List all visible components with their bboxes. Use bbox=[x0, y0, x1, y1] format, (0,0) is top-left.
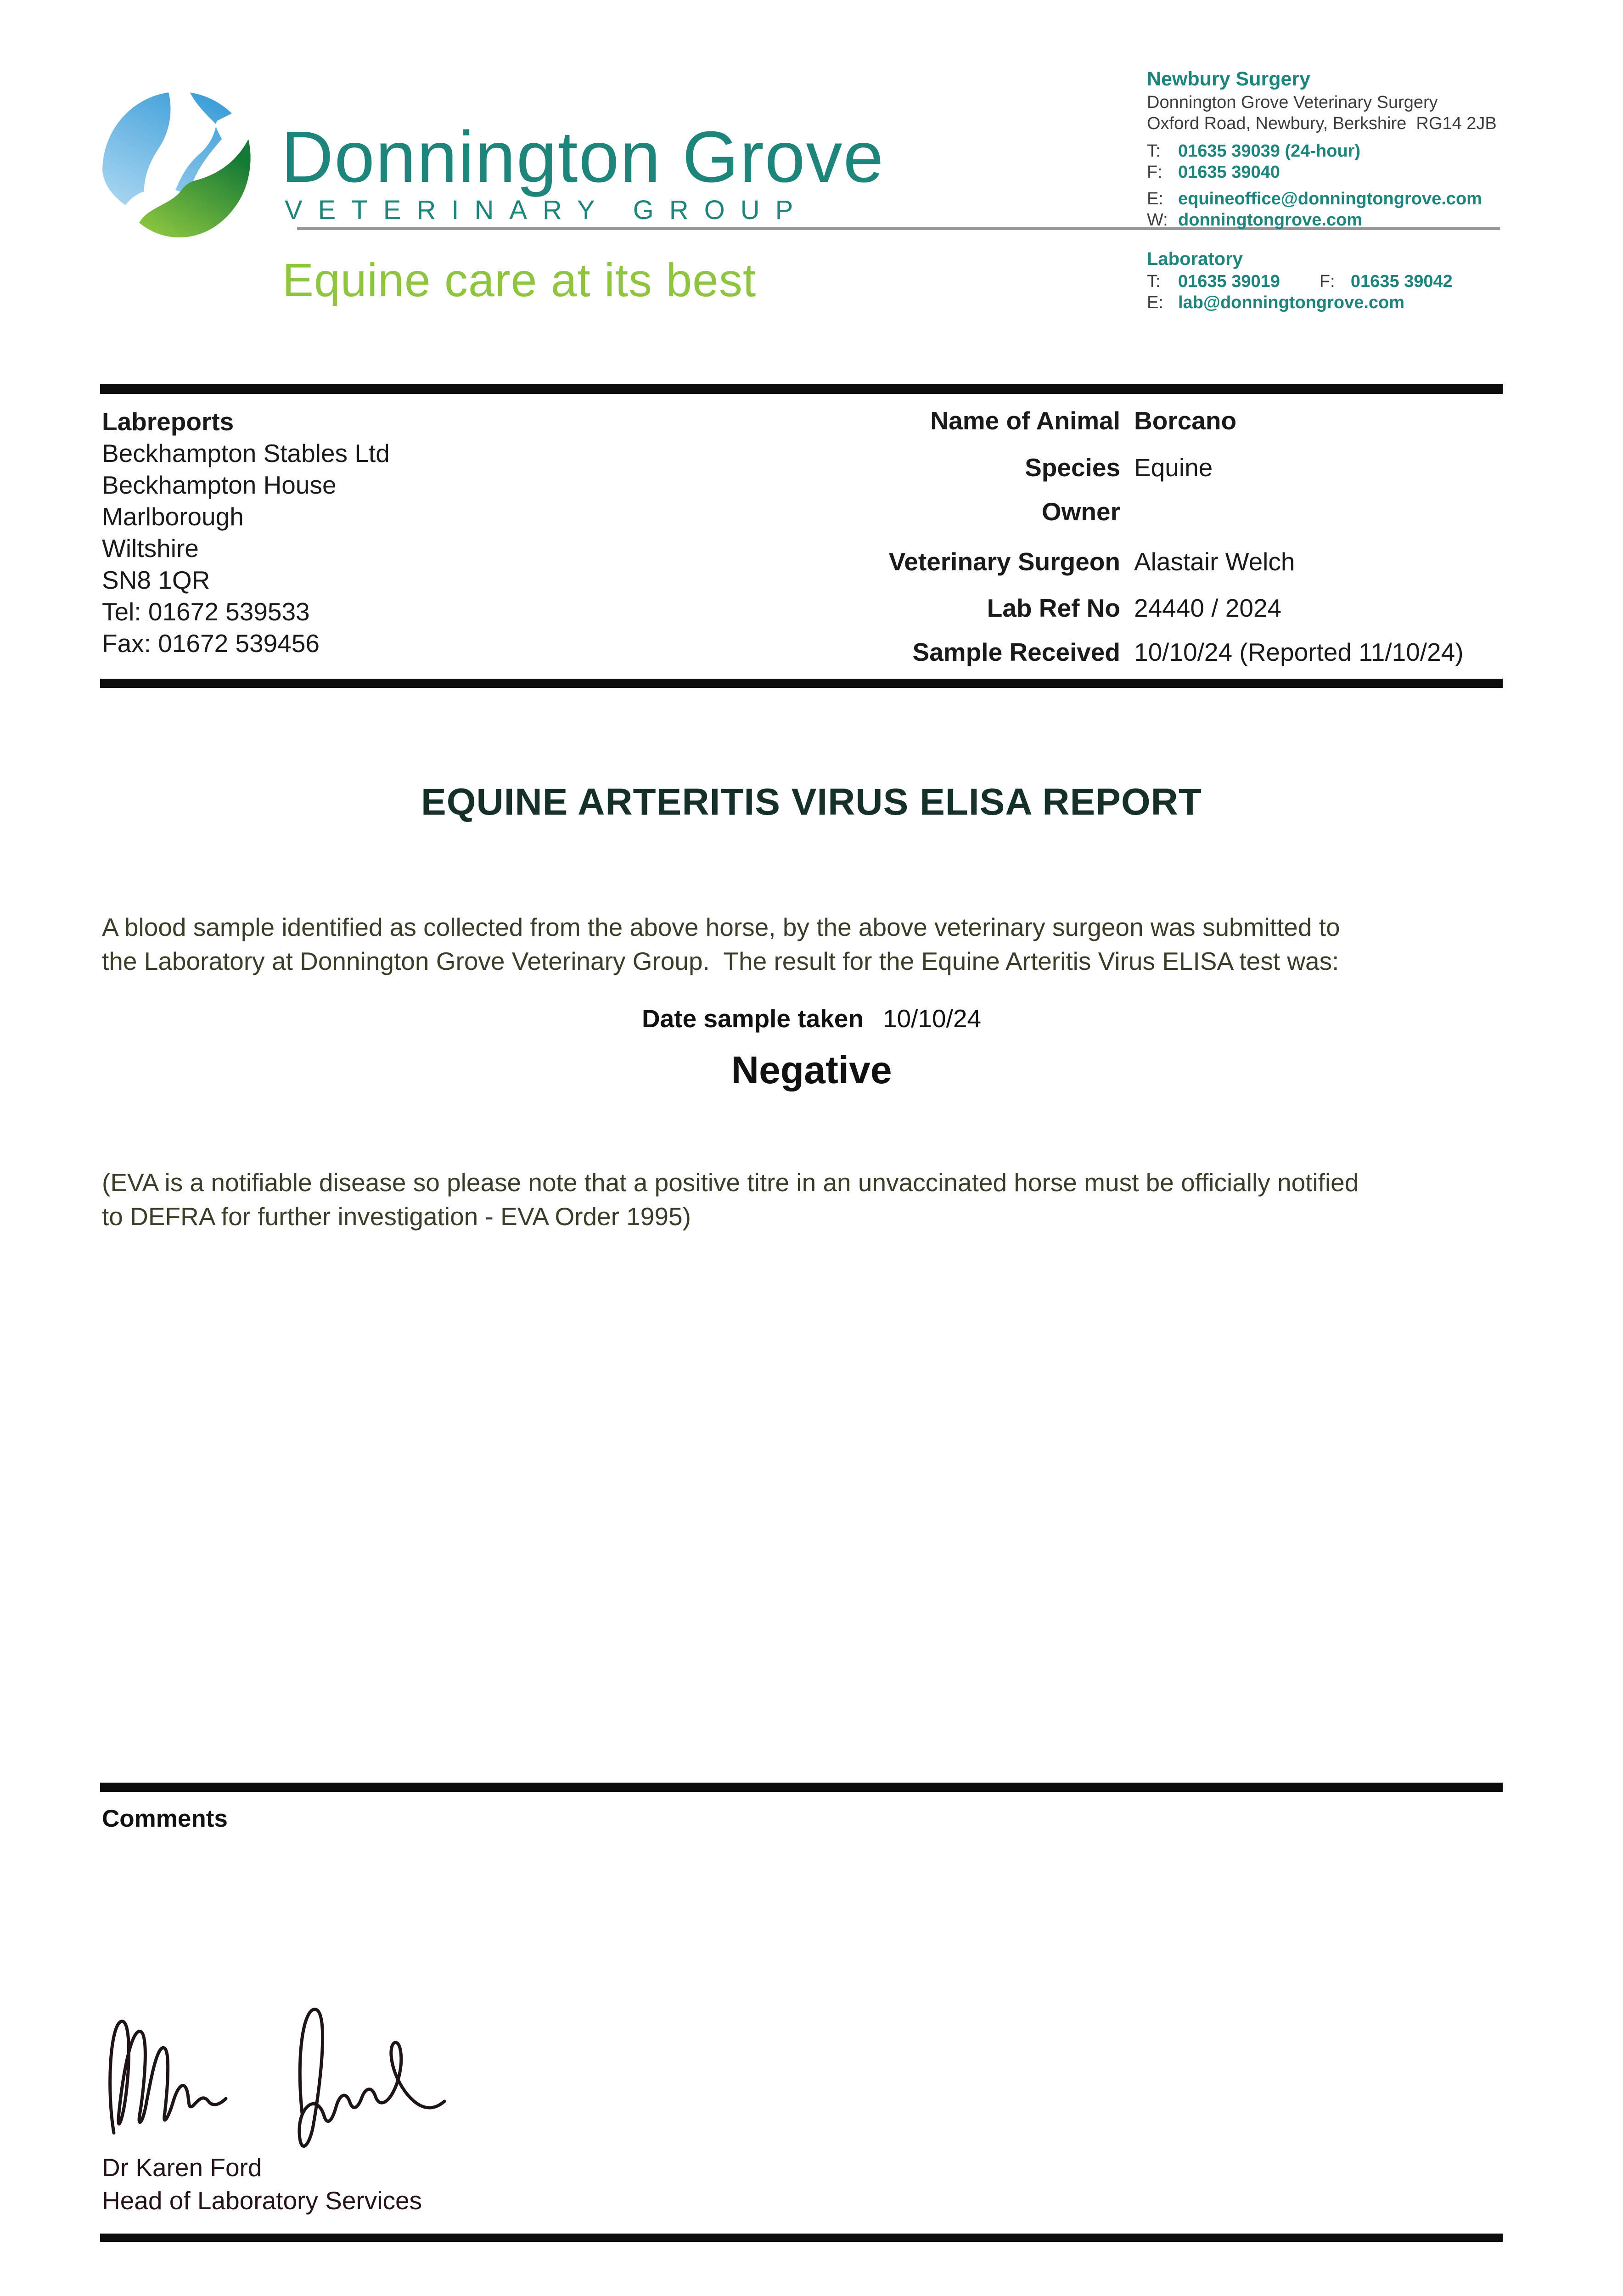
date-sample-value: 10/10/24 bbox=[882, 1004, 982, 1033]
clinic-subtitle: VETERINARY GROUP bbox=[285, 195, 809, 225]
lab-phone: 01635 39019 bbox=[1178, 272, 1280, 291]
detail-label: Name of Animal bbox=[930, 406, 1120, 435]
detail-value-species: Equine bbox=[1134, 453, 1213, 482]
detail-label: Lab Ref No bbox=[987, 594, 1120, 622]
clinic-tagline: Equine care at its best bbox=[282, 254, 757, 306]
detail-value-animal-name: Borcano bbox=[1134, 406, 1237, 435]
lab-email: lab@donningtongrove.com bbox=[1178, 293, 1405, 312]
handwritten-signature-icon bbox=[106, 1993, 500, 2149]
detail-value-lab-ref: 24440 / 2024 bbox=[1134, 594, 1282, 622]
detail-value-sample-received: 10/10/24 (Reported 11/10/24) bbox=[1134, 638, 1464, 666]
addressee-line: Wiltshire bbox=[102, 534, 199, 563]
report-body bbox=[102, 910, 1534, 978]
newbury-phone-row bbox=[1147, 141, 1360, 161]
note-line1: (EVA is a notifiable disease so please note that a positive titre in an unvaccinated horse must be officially notified bbox=[102, 1168, 1359, 1197]
report-body-line2: the Laboratory at Donnington Grove Veterinary Group. The result for the Equine Arteritis Virus ELISA test was: bbox=[102, 947, 1339, 975]
signatory-role: Head of Laboratory Services bbox=[102, 2186, 422, 2215]
newbury-web: donningtongrove.com bbox=[1178, 210, 1363, 230]
web-label: W: bbox=[1147, 210, 1168, 230]
lab-email-label: E: bbox=[1147, 293, 1163, 312]
detail-label: Veterinary Surgeon bbox=[888, 547, 1120, 576]
lab-fax: 01635 39042 bbox=[1350, 272, 1453, 291]
newbury-fax-row bbox=[1147, 163, 1280, 182]
newbury-phone: 01635 39039 (24-hour) bbox=[1178, 141, 1361, 161]
detail-label: Sample Received bbox=[912, 638, 1120, 666]
report-body-line1: A blood sample identified as collected from the above horse, by the above veterinary surgeon was submitted to bbox=[102, 913, 1340, 941]
addressee-fax: Fax: 01672 539456 bbox=[102, 629, 320, 658]
addressee-line: SN8 1QR bbox=[102, 566, 210, 594]
lab-phone-label: T: bbox=[1147, 272, 1161, 291]
laboratory-phone-fax-row bbox=[1147, 272, 1453, 292]
addressee-line: Beckhampton House bbox=[102, 471, 337, 499]
date-sample-row bbox=[0, 1004, 1623, 1033]
addressee-name: Labreports bbox=[102, 407, 234, 436]
footer-rule bbox=[100, 2234, 1503, 2242]
detail-label: Owner bbox=[1041, 497, 1120, 526]
info-band-bottom-rule bbox=[100, 679, 1503, 688]
comments-title: Comments bbox=[102, 1805, 228, 1832]
newbury-email: equineoffice@donningtongrove.com bbox=[1178, 189, 1482, 208]
detail-label: Species bbox=[1025, 453, 1120, 482]
laboratory-email-row bbox=[1147, 293, 1404, 313]
newbury-web-row bbox=[1147, 210, 1362, 230]
detail-value-veterinary-surgeon: Alastair Welch bbox=[1134, 547, 1295, 576]
addressee-line: Marlborough bbox=[102, 502, 244, 531]
newbury-surgery-title: Newbury Surgery bbox=[1147, 68, 1311, 90]
newbury-line1: Donnington Grove Veterinary Surgery bbox=[1147, 93, 1438, 112]
fax-label: F: bbox=[1147, 163, 1162, 182]
test-result: Negative bbox=[731, 1048, 892, 1092]
info-band-top-rule bbox=[100, 384, 1503, 394]
signatory-name: Dr Karen Ford bbox=[102, 2153, 262, 2182]
email-label: E: bbox=[1147, 189, 1163, 208]
newbury-email-row bbox=[1147, 189, 1482, 209]
comments-top-rule bbox=[100, 1783, 1503, 1792]
addressee-line: Beckhampton Stables Ltd bbox=[102, 439, 390, 467]
laboratory-title: Laboratory bbox=[1147, 249, 1243, 269]
newbury-fax: 01635 39040 bbox=[1178, 163, 1280, 182]
lab-fax-label: F: bbox=[1319, 272, 1335, 291]
note-line2: to DEFRA for further investigation - EVA Order 1995) bbox=[102, 1202, 691, 1231]
date-sample-label: Date sample taken bbox=[641, 1004, 864, 1033]
notifiable-disease-note bbox=[102, 1165, 1553, 1233]
addressee-phone: Tel: 01672 539533 bbox=[102, 597, 310, 626]
clinic-name: Donnington Grove bbox=[281, 117, 885, 197]
newbury-line2: Oxford Road, Newbury, Berkshire RG14 2JB bbox=[1147, 114, 1497, 133]
phone-label: T: bbox=[1147, 141, 1161, 161]
report-title: EQUINE ARTERITIS VIRUS ELISA REPORT bbox=[421, 781, 1202, 823]
clinic-logo-icon bbox=[99, 85, 259, 251]
